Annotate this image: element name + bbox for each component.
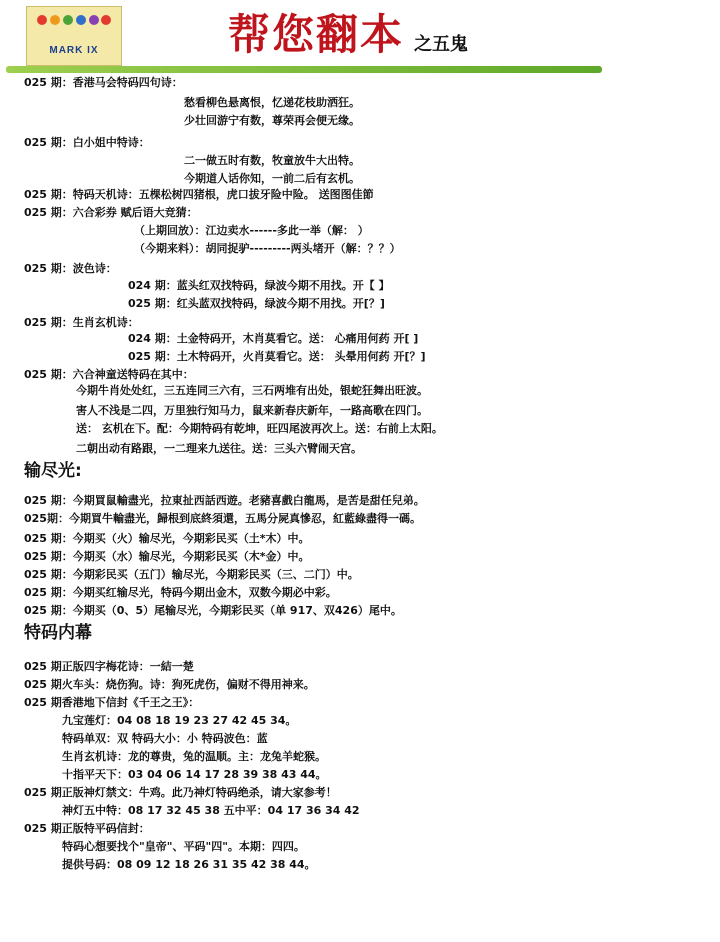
- text-line: 提供号码：08 09 12 18 26 31 35 42 38 44。: [62, 858, 316, 871]
- text-line: 024 期：土金特码开，木肖莫看它。送： 心痛用何药 开[ ]: [128, 332, 419, 345]
- text-line: 025 期：特码天机诗：五棵松树四猪根，虎口拔牙险中险。 送图图佳節: [24, 188, 374, 201]
- text-line: 愁看柳色悬离恨，忆递花枝助洒狂。: [184, 96, 360, 109]
- text-line: 025 期：今期买（0、5）尾输尽光，今期彩民买（单 917、双426）尾中。: [24, 604, 402, 617]
- text-line: 二一做五时有数，牧童放牛大出特。: [184, 154, 360, 167]
- text-line: 少壮回游宁有数，尊荣再会便无缘。: [184, 114, 360, 127]
- text-line: （上期回放）：江边卖水------多此一举（解： ）: [134, 224, 369, 237]
- text-line: 024 期：蓝头红双找特码，绿波今期不用找。开【 】: [128, 279, 390, 292]
- text-line: 025 期正版神灯禁文：牛鸡。此乃神灯特码绝杀，请大家参考！: [24, 786, 337, 799]
- text-line: 025 期香港地下信封《千王之王》：: [24, 696, 200, 709]
- text-line: 送： 玄机在下。配：今期特码有乾坤，旺四尾波再次上。送：右前上太阳。: [76, 422, 443, 435]
- text-line: 025 期：今期买红输尽光，特码今期出金木，双数今期必中彩。: [24, 586, 337, 599]
- text-line: 025 期：今期买（水）输尽光，今期彩民买（木*金）中。: [24, 550, 310, 563]
- text-line: 025 期：今期買鼠輸盡光，拉東扯西話西遊。老豬喜戲白龍馬，是苦是甜任兒弟。: [24, 494, 425, 507]
- logo-dots: [37, 15, 111, 29]
- text-line: 025 期：红头蓝双找特码，绿波今期不用找。开[？]: [128, 297, 385, 310]
- text-line: 二朝出动有路跟，一二理来九送往。送：三头六臂闹天宫。: [76, 442, 362, 455]
- text-line: 025 期正版四字梅花诗：一結一楚: [24, 660, 194, 673]
- text-line: 025 期：白小姐中特诗：: [24, 136, 150, 149]
- text-line: 025 期：生肖玄机诗：: [24, 316, 139, 329]
- text-line: 害人不浅是二四，万里独行知马力，鼠来新春庆新年，一路高歌在四门。: [76, 404, 428, 417]
- text-line: 025 期火车头：烧伤狗。诗：狗死虎伤，偏财不得用神来。: [24, 678, 315, 691]
- text-line: 特码心想要找个"皇帝"、平码"四"。本期：四四。: [62, 840, 305, 853]
- text-line: 025 期：今期彩民买（五门）输尽光，今期彩民买（三、二门）中。: [24, 568, 359, 581]
- text-line: 今期道人话你知，一前二后有玄机。: [184, 172, 360, 185]
- text-line: 十指平天下：03 04 06 14 17 28 39 38 43 44。: [62, 768, 327, 781]
- text-line: 九宝莲灯：04 08 18 19 23 27 42 45 34。: [62, 714, 297, 727]
- text-line: 生肖玄机诗：龙的尊贵，兔的温顺。主：龙兔羊蛇猴。: [62, 750, 326, 763]
- section-heading: 输尽光:: [24, 461, 82, 481]
- logo-text: MARK IX: [49, 45, 99, 56]
- text-line: 神灯五中特：08 17 32 45 38 五中平：04 17 36 34 42: [62, 804, 360, 817]
- page-title: 帮您翻本: [228, 10, 405, 59]
- page-subtitle: 之五鬼: [414, 34, 468, 55]
- text-line: 025 期：波色诗：: [24, 262, 117, 275]
- text-line: 今期牛肖处处红，三五连同三六有，三石两堆有出处，银蛇狂舞出旺波。: [76, 384, 428, 397]
- text-line: 特码单双：双 特码大小：小 特码波色：蓝: [62, 732, 268, 745]
- text-line: 025 期：今期买（火）输尽光，今期彩民买（土*木）中。: [24, 532, 310, 545]
- text-line: 025 期：六合神童送特码在其中：: [24, 368, 194, 381]
- text-line: 025 期：六合彩券 赋后语大竞猜：: [24, 206, 198, 219]
- text-line: 025 期：香港马会特码四句诗：: [24, 76, 183, 89]
- header-divider: [6, 66, 602, 73]
- text-line: 025 期：土木特码开，火肖莫看它。送： 头晕用何药 开[？]: [128, 350, 426, 363]
- text-line: 025 期正版特平码信封：: [24, 822, 150, 835]
- section-heading: 特码内幕: [24, 623, 92, 643]
- site-logo: [26, 6, 122, 66]
- text-line: 025期：今期買牛輸盡光，歸根到底終須還，五馬分屍真慘忍，紅藍綠盡得一碼。: [24, 512, 421, 525]
- text-line: （今期来料）：胡同捉驴---------两头堵开（解：？？）: [134, 242, 401, 255]
